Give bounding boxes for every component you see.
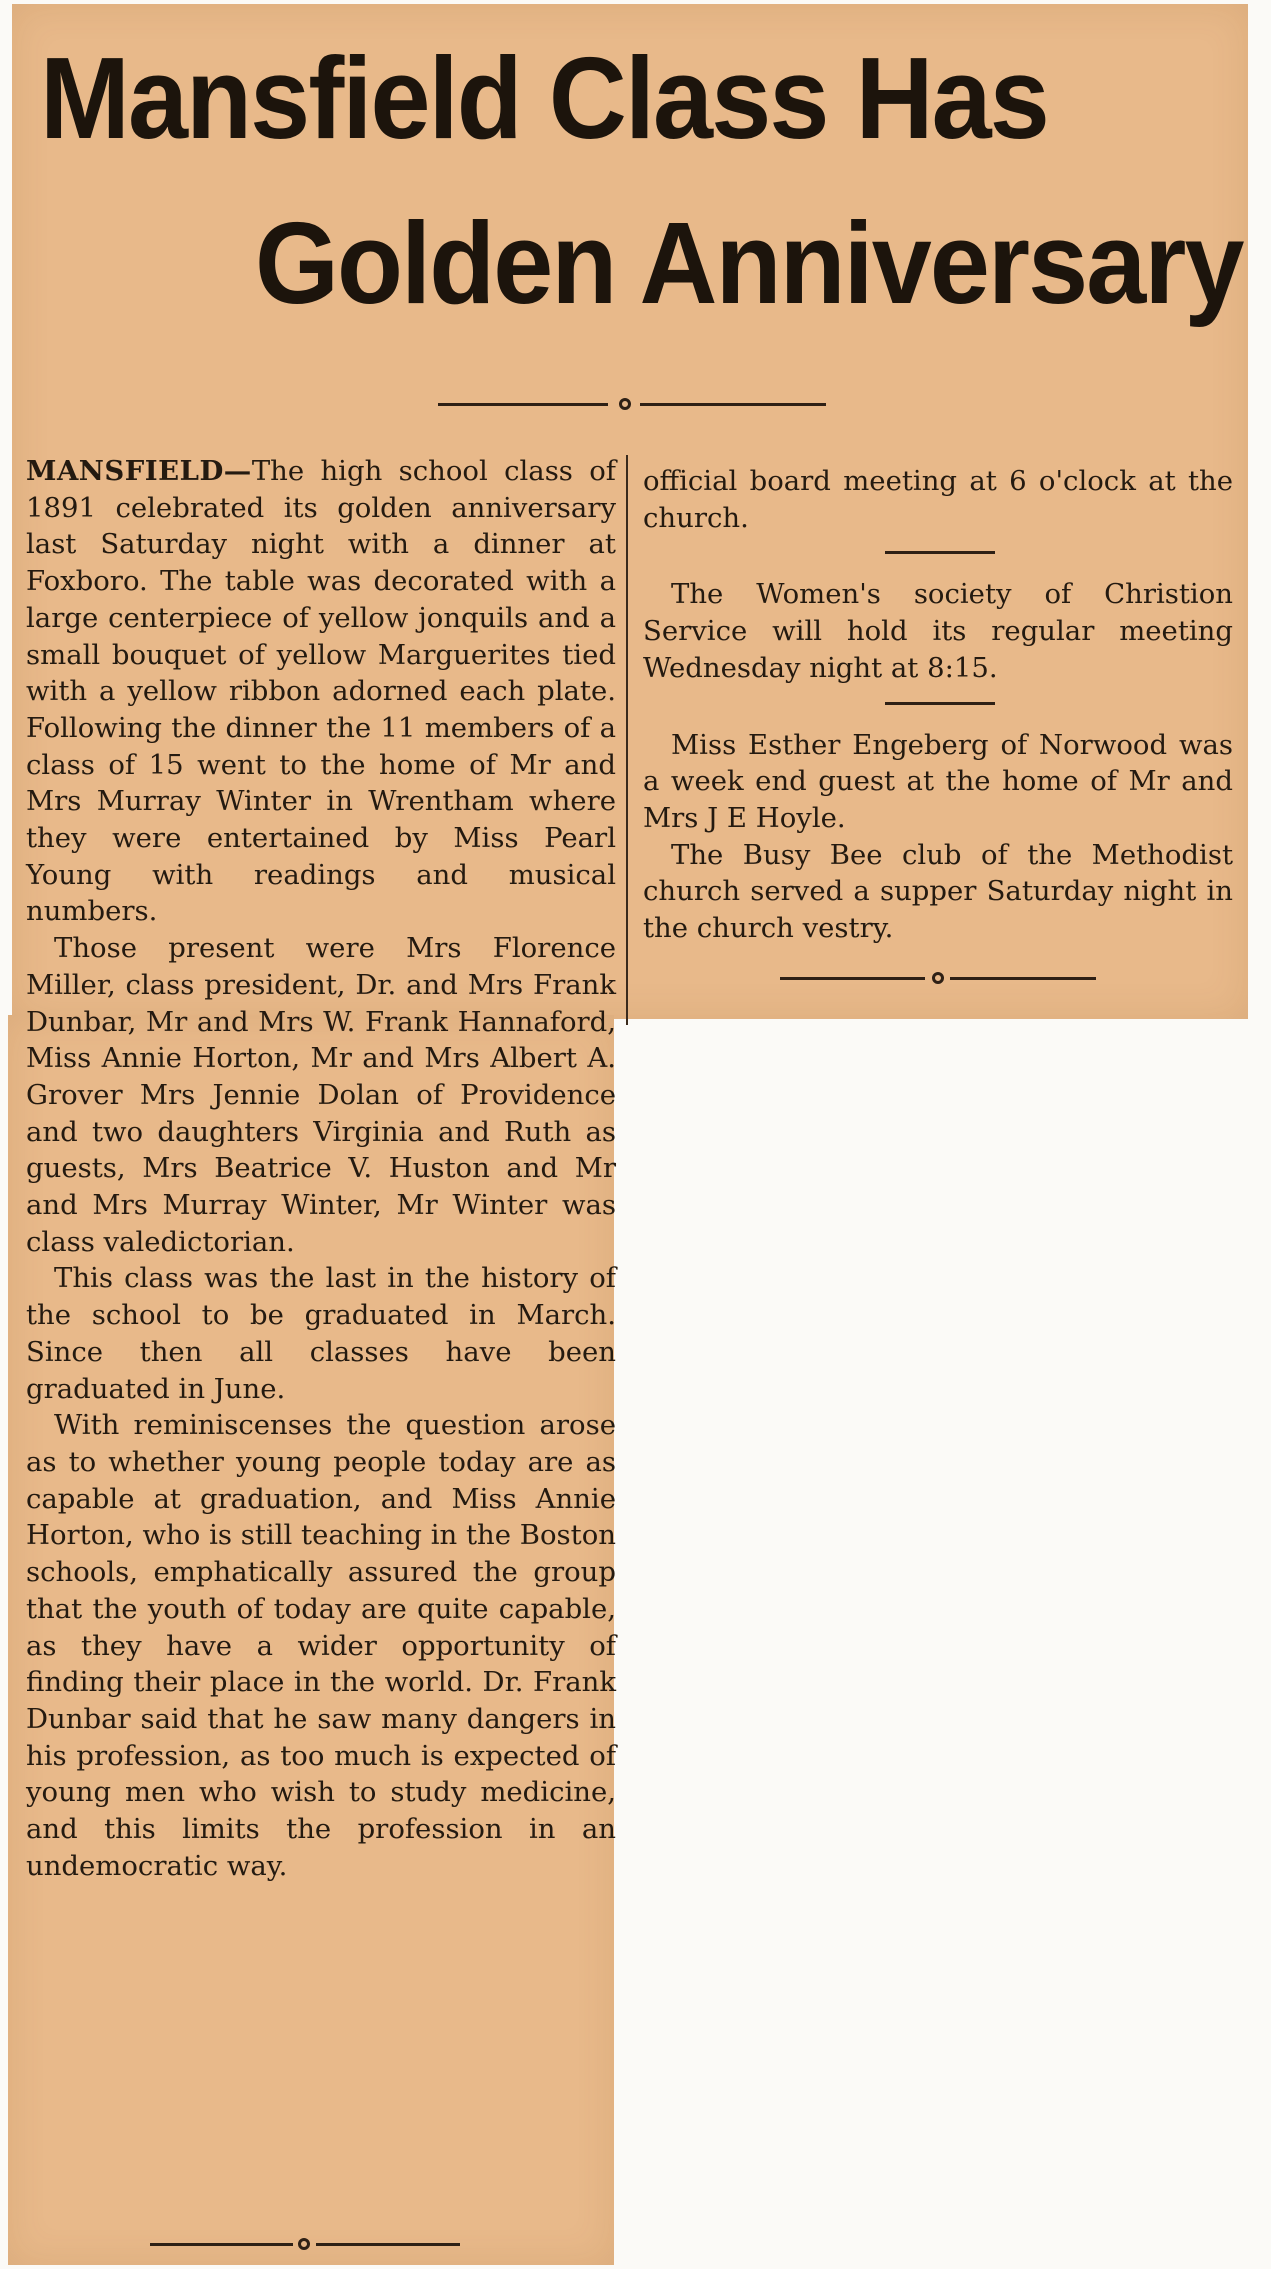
dateline: MANSFIELD— xyxy=(26,455,252,487)
column-divider xyxy=(626,455,628,1025)
news-item: Miss Esther Engeberg of Norwood was a week end guest at the home of Mr and Mrs J E Hoyle. xyxy=(643,728,1233,834)
left-column-end-ornament xyxy=(150,2238,460,2252)
article-left-column xyxy=(26,453,616,1884)
article-paragraph: With reminiscenses the question arose as to whether young people today are as capable at graduation, and Miss Annie Horton, who is still teaching in the Boston schools, emphatically assured the group that the youth of today are quite capable, as they have a wider opportunity of finding their place in the world. Dr. Frank Dunbar said that he saw many dangers in his profession, as too much is expected of young men who wish to study medicine, and this limits the profession in an undemocratic way. xyxy=(26,1409,616,1882)
article-paragraph: This class was the last in the history of the school to be graduated in March. Since then all classes have been graduated in June. xyxy=(26,1262,616,1405)
item-separator-rule xyxy=(885,702,995,705)
headline-line-1: Mansfield Class Has xyxy=(40,33,1048,163)
article-right-column xyxy=(643,463,1233,947)
headline-line-2: Golden Anniversary xyxy=(255,198,1243,328)
article-paragraph: The high school class of 1891 celebrated its golden anniversary last Saturday night with a dinner at Foxboro. The table was decorated with a large centerpiece of yellow jonquils and a small bouquet of yellow Marguerites tied with a yellow ribbon adorned each plate. Following the dinner the 11 members of a class of 15 went to the home of Mr and Mrs Murray Winter in Wrentham where they were entertained by Miss Pearl Young with readings and musical numbers. xyxy=(26,455,616,928)
news-item: The Women's society of Christion Service will hold its regular meeting Wednesday night at 8:15. xyxy=(643,578,1233,684)
right-column-end-ornament xyxy=(780,972,1096,986)
headline-ornament-rule xyxy=(438,398,826,412)
item-separator-rule xyxy=(885,551,995,554)
article-paragraph: Those present were Mrs Florence Miller, class president, Dr. and Mrs Frank Dunbar, Mr and Mrs W. Frank Hannaford, Miss Annie Horton, Mr and Mrs Albert A. Grover Mrs Jennie Dolan of Providence and two daughters Virginia and Ruth as guests, Mrs Beatrice V. Huston and Mr and Mrs Murray Winter, Mr Winter was class valedictorian. xyxy=(26,932,616,1258)
news-item: The Busy Bee club of the Methodist church served a supper Saturday night in the church vestry. xyxy=(643,838,1233,945)
news-item: official board meeting at 6 o'clock at the church. xyxy=(643,465,1233,534)
